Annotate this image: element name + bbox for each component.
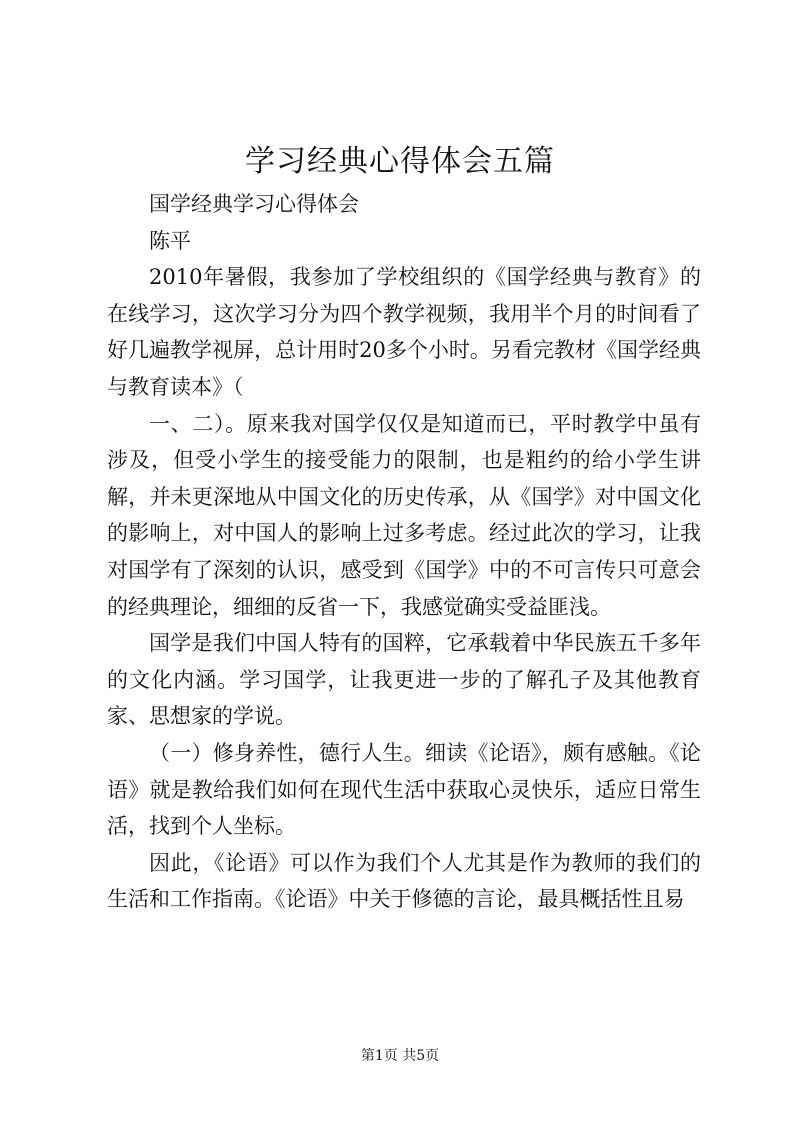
author-paragraph: 陈平	[149, 228, 191, 253]
body-paragraph: 因此，《论语》可以作为我们个人尤其是作为教师的我们的生活和工作指南。《论语》中关于修德的言论，最具概括性且易	[107, 850, 701, 912]
body-paragraph: 2010年暑假，我参加了学校组织的《国学经典与教育》的在线学习，这次学习分为四个教学视频，我用半个月的时间看了好几遍教学视屏，总计用时20多个小时。另看完教材《国学经典与教育读本》（	[107, 265, 701, 399]
document-title: 学习经典心得体会五篇	[245, 144, 555, 179]
body-paragraph: （一）修身养性，德行人生。细读《论语》，颇有感触。《论语》就是教给我们如何在现代生活中获取心灵快乐，适应日常生活，找到个人坐标。	[107, 740, 701, 839]
body-paragraph: 一、二）。原来我对国学仅仅是知道而已，平时教学中虽有涉及，但受小学生的接受能力的限制，也是粗约的给小学生讲解，并未更深地从中国文化的历史传承，从《国学》对中国文化的影响上，对中国人的影响上过多考虑。经过此次的学习，让我对国学有了深刻的认识，感受到《国学》中的不可言传只可意会的经典理论，细细的反省一下，我感觉确实受益匪浅。	[107, 411, 701, 619]
page-number-footer: 第1页 共5页	[360, 1048, 440, 1064]
document-body	[107, 186, 701, 918]
subtitle-paragraph: 国学经典学习心得体会	[149, 192, 359, 216]
body-paragraph: 国学是我们中国人特有的国粹，它承载着中华民族五千多年的文化内涵。学习国学，让我更进一步的了解孔子及其他教育家、思想家的学说。	[107, 631, 701, 729]
